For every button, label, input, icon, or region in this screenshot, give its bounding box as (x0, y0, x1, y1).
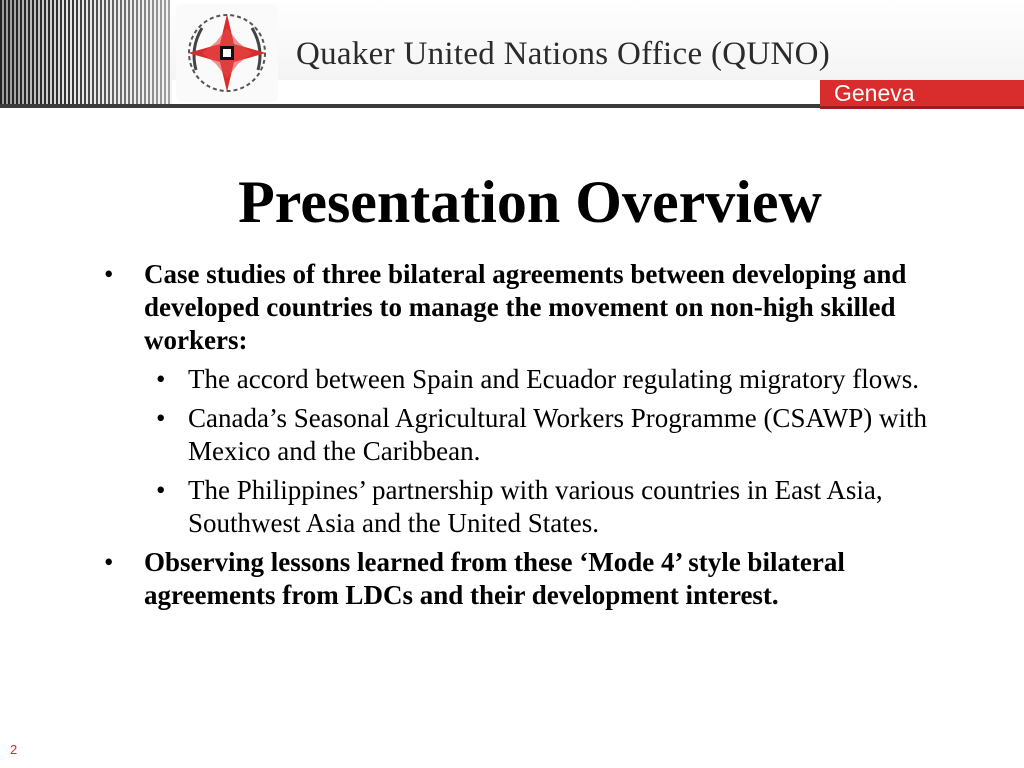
bullet-icon: • (156, 475, 166, 505)
organization-name: Quaker United Nations Office (QUNO) (296, 36, 831, 72)
star-wreath-icon (182, 8, 272, 98)
sub-bullet-item (100, 474, 960, 540)
location-tag: Geneva (820, 80, 1024, 106)
bullet-item (100, 258, 960, 357)
page-number: 2 (10, 742, 18, 757)
header-accent-divider (820, 106, 1024, 109)
header-divider (0, 104, 820, 108)
bullet-icon: • (156, 364, 166, 394)
slide-body (100, 258, 960, 618)
bullet-icon: • (104, 259, 114, 289)
slide-title: Presentation Overview (238, 169, 822, 235)
sub-bullet-item (100, 402, 960, 468)
slide-header (0, 0, 1024, 108)
bullet-text: Case studies of three bilateral agreements between developing and developed countries to manage the movement on non-high skilled workers: (144, 259, 907, 355)
sub-bullet-item (100, 363, 960, 396)
bullet-item (100, 546, 960, 612)
sub-bullet-text: The accord between Spain and Ecuador regulating migratory flows. (188, 364, 919, 394)
sub-bullet-text: The Philippines’ partnership with various countries in East Asia, Southwest Asia and the United States. (188, 475, 883, 538)
bullet-icon: • (156, 403, 166, 433)
sub-bullet-text: Canada’s Seasonal Agricultural Workers Programme (CSAWP) with Mexico and the Caribbean. (188, 403, 928, 466)
bullet-text: Observing lessons learned from these ‘Mode 4’ style bilateral agreements from LDCs and their development interest. (144, 547, 845, 610)
quno-logo (176, 4, 278, 102)
bullet-icon: • (104, 547, 114, 577)
decorative-stripes (0, 0, 172, 104)
